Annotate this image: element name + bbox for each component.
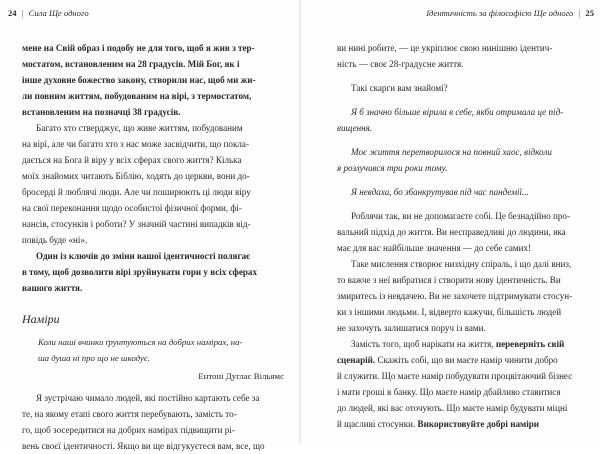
- paragraph-faith: Багато хто стверджує, що живе життям, побудованим на вірі, але чи багато хто з нас може засвідчити, що покла- дається на Бога й віру у всіх сферах свого життя? Кілька моїх знайомих читають Біблію, ходять до церкви, вони до- бросерді й люблячі люди. Але чи поширюють ці люди віру на свої переконання щодо особистої фізичної форми, фі- нансів, стосунків і роботи? У значній частині випадків від- повідь буде «ні».: [22, 123, 251, 245]
- header-separator: |: [578, 8, 581, 18]
- paragraph-spiral: Таке мислення створює низхідну спіраль, і що далі вниз, то важче з неї вибратися і створити нову ідентичність. Ви змиритесь із невдачею. Ви не захочете підтримувати стосун- ки з іншими людьми. І, відверто кажучи, більшість людей не захочуть залишатися поруч із вами.: [337, 259, 573, 333]
- paragraph-bold-intro: мене на Свій образ і подобу не для того, щоб я жив з тер- мостатом, встановленим на 28 градусів. Мій Бог, як і інше духовне божество закону, створили нас, щоб ми жи- ли повним життям, побудованим на вірі, з термостатом, встановленим на позначці 38 градусів.: [22, 43, 256, 117]
- running-title: Сила Ще одного: [28, 8, 89, 18]
- page-number: 24: [8, 8, 17, 18]
- paragraph-continuation: ви нині робите, — це укріплює свою нинішню ідентич- ність — своє 28-градусне життя.: [337, 43, 553, 69]
- complaints-intro: Такі скарги вам знайомі?: [351, 83, 448, 93]
- paragraph-scenario: Замість того, щоб нарікати на життя, переверніть свій сценарій. Скажіть собі, що ви маєте намір чинити добро й служити. Що маєте намір побудувати процвітаючий бізнес і мати гроші в банку. Що маєте намір дбайливо ставитися до людей, які вас оточують. Що маєте намір будувати міцні й щасливі стосунки. Використовуйте добрі наміри: [337, 339, 573, 429]
- right-page-body: [337, 40, 591, 432]
- section-heading: Наміри: [22, 312, 60, 326]
- paragraph-bold-key: Один із ключів до зміни вашої ідентичності полягає в тому, щоб дозволити вірі зруйнувати гори у всіх сферах вашого життя.: [22, 251, 258, 293]
- complaint-quote-3: Я невдаха, бо збанкрутував під час пандемії...: [351, 187, 529, 197]
- complaint-quote-2: Моє життя перетворилося на повний хаос, відколи я розлучився три роки тому.: [337, 147, 552, 173]
- right-page-header: [309, 6, 594, 20]
- left-page: [8, 0, 293, 451]
- page-number: 25: [585, 8, 594, 18]
- left-page-body: [22, 40, 284, 454]
- header-separator: |: [21, 8, 24, 18]
- epigraph-author: Ентоні Дуглас Вільямс: [198, 371, 284, 381]
- left-page-header: [8, 6, 293, 20]
- complaint-quote-1: Я б значно більше вірила в себе, якби отримала це під- вищення.: [337, 107, 564, 133]
- right-page: [309, 0, 594, 443]
- book-gutter: [299, 0, 301, 443]
- paragraph-intentions: Я зустрічаю чимало людей, які постійно картають себе за те, на якому етапі свого життя перебувають, замість то- го, щоб зосередитися на добрих намірах підвищити рі- вень своєї ідентичності. Якщо ви ще відгукуєтеся вам, все, що: [22, 393, 265, 451]
- epigraph-quote: Коли наші вчинки ґрунтуються на добрих намірах, на- ша душа ні про що не шкодує.: [38, 337, 243, 363]
- running-title: Ідентичність за філософією Ще одного: [426, 8, 574, 18]
- paragraph-self-help: Роблячи так, ви не допомагаєте собі. Це безнадійно про- вальний підхід до життя. Ви несправедливі до людини, яка має для вас найбільше значення — до себе самих!: [337, 211, 571, 253]
